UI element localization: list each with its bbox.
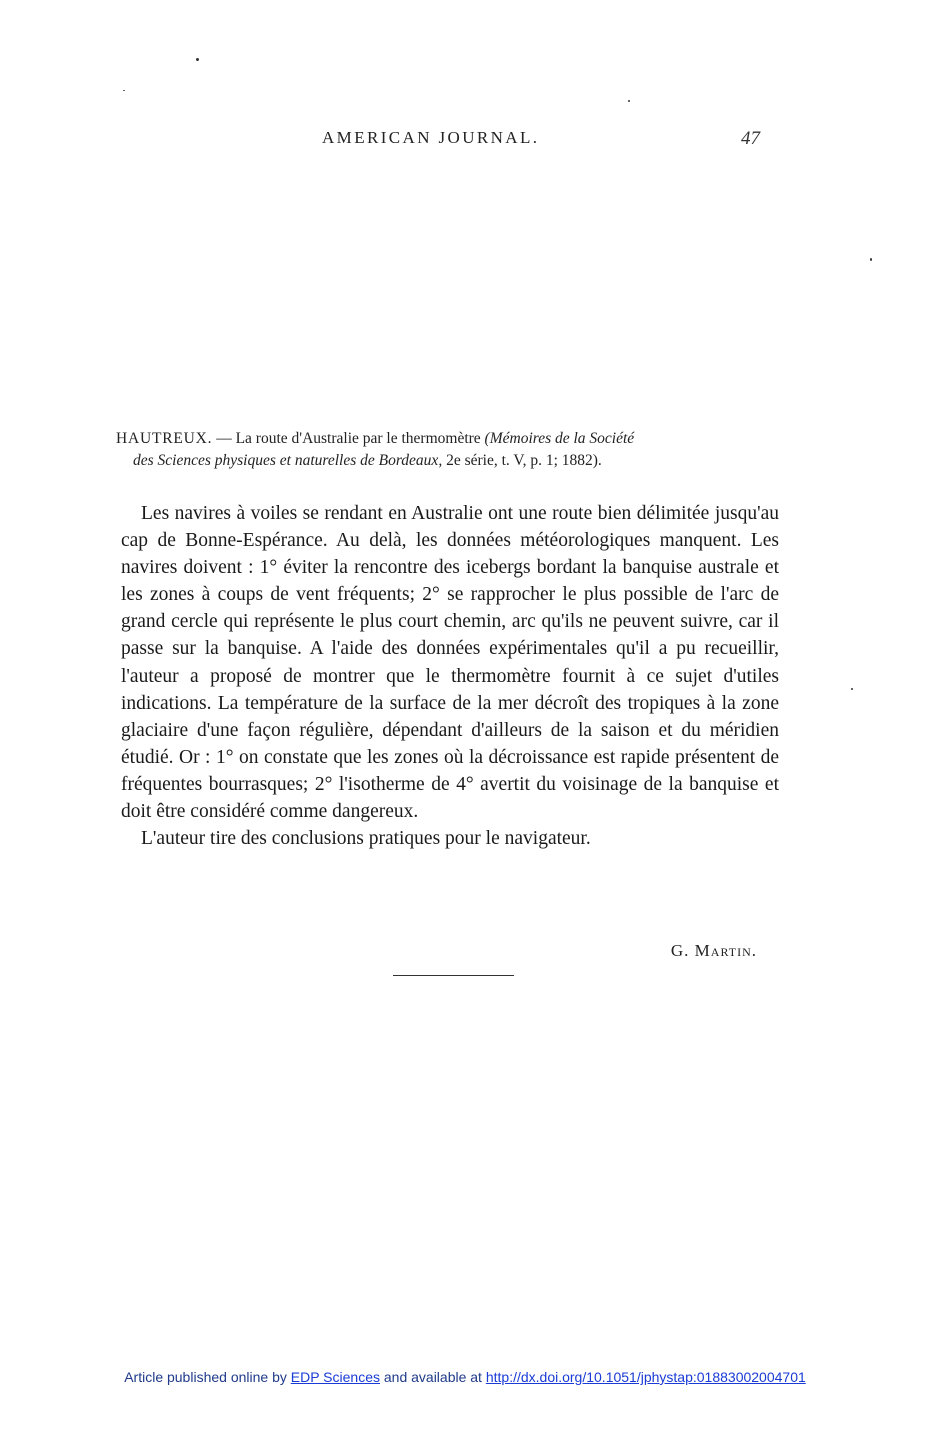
scan-speck — [196, 58, 199, 61]
body-paragraph: L'auteur tire des conclusions pratiques pour le navigateur. — [141, 828, 591, 850]
running-head — [0, 128, 930, 152]
reference-article-title: La route d'Australie par le thermomètre — [235, 430, 485, 447]
article-body — [121, 500, 779, 852]
doi-link[interactable]: http://dx.doi.org/10.1051/jphystap:01883002004701 — [485, 1369, 806, 1385]
reference-author: HAUTREUX. — [116, 430, 213, 447]
publication-footer — [0, 1369, 930, 1385]
page-number: 47 — [741, 128, 760, 149]
scan-speck — [870, 258, 872, 261]
reference-details: 2e série, t. V, p. 1; 1882). — [442, 452, 602, 469]
footer-prefix: Article published online by — [124, 1369, 291, 1385]
reference-line-1 — [116, 428, 781, 450]
author-signature: G. Martin. — [670, 941, 757, 960]
reference-dash: — — [212, 430, 236, 447]
journal-title: AMERICAN JOURNAL. — [322, 128, 540, 147]
scan-speck — [851, 688, 853, 690]
scan-speck — [628, 100, 630, 102]
publisher-link[interactable]: EDP Sciences — [290, 1369, 380, 1385]
section-divider — [393, 975, 514, 976]
reference-source-part-1: (Mémoires de la Société — [484, 430, 635, 447]
footer-middle: and available at — [379, 1369, 486, 1385]
scan-speck — [123, 90, 125, 91]
body-paragraph: Les navires à voiles se rendant en Australie ont une route bien délimitée jusqu'au cap de Bonne-Espérance. Au delà, les données météorologiques manquent. Les navires doivent : 1° éviter la rencontre des icebergs bordant la banquise australe et les zones à coups de vent fréquents; 2° se rapprocher le plus possible de l'arc de grand cercle qui représente le plus court chemin, arc qu'ils ne peuvent suivre, car il passe sur la banquise. A l'aide des données expérimentales qu'il a pu recueillir, l'auteur a proposé de montrer que le thermomètre fournit à ce sujet d'utiles indications. La température de la surface de la mer décroît des tropiques à la zone glaciaire d'une façon régulière, dépendant d'ailleurs de la saison et du méridien étudié. Or : 1° on constate que les zones où la décroissance est rapide présentent de fréquentes bourrasques; 2° l'isotherme de 4° avertit du voisinage de la banquise et doit être considéré comme dangereux. — [121, 503, 779, 823]
bibliographic-reference — [116, 428, 781, 472]
reference-source-part-2: des Sciences physiques et naturelles de Bordeaux, — [133, 452, 443, 469]
reference-line-2 — [116, 450, 781, 472]
